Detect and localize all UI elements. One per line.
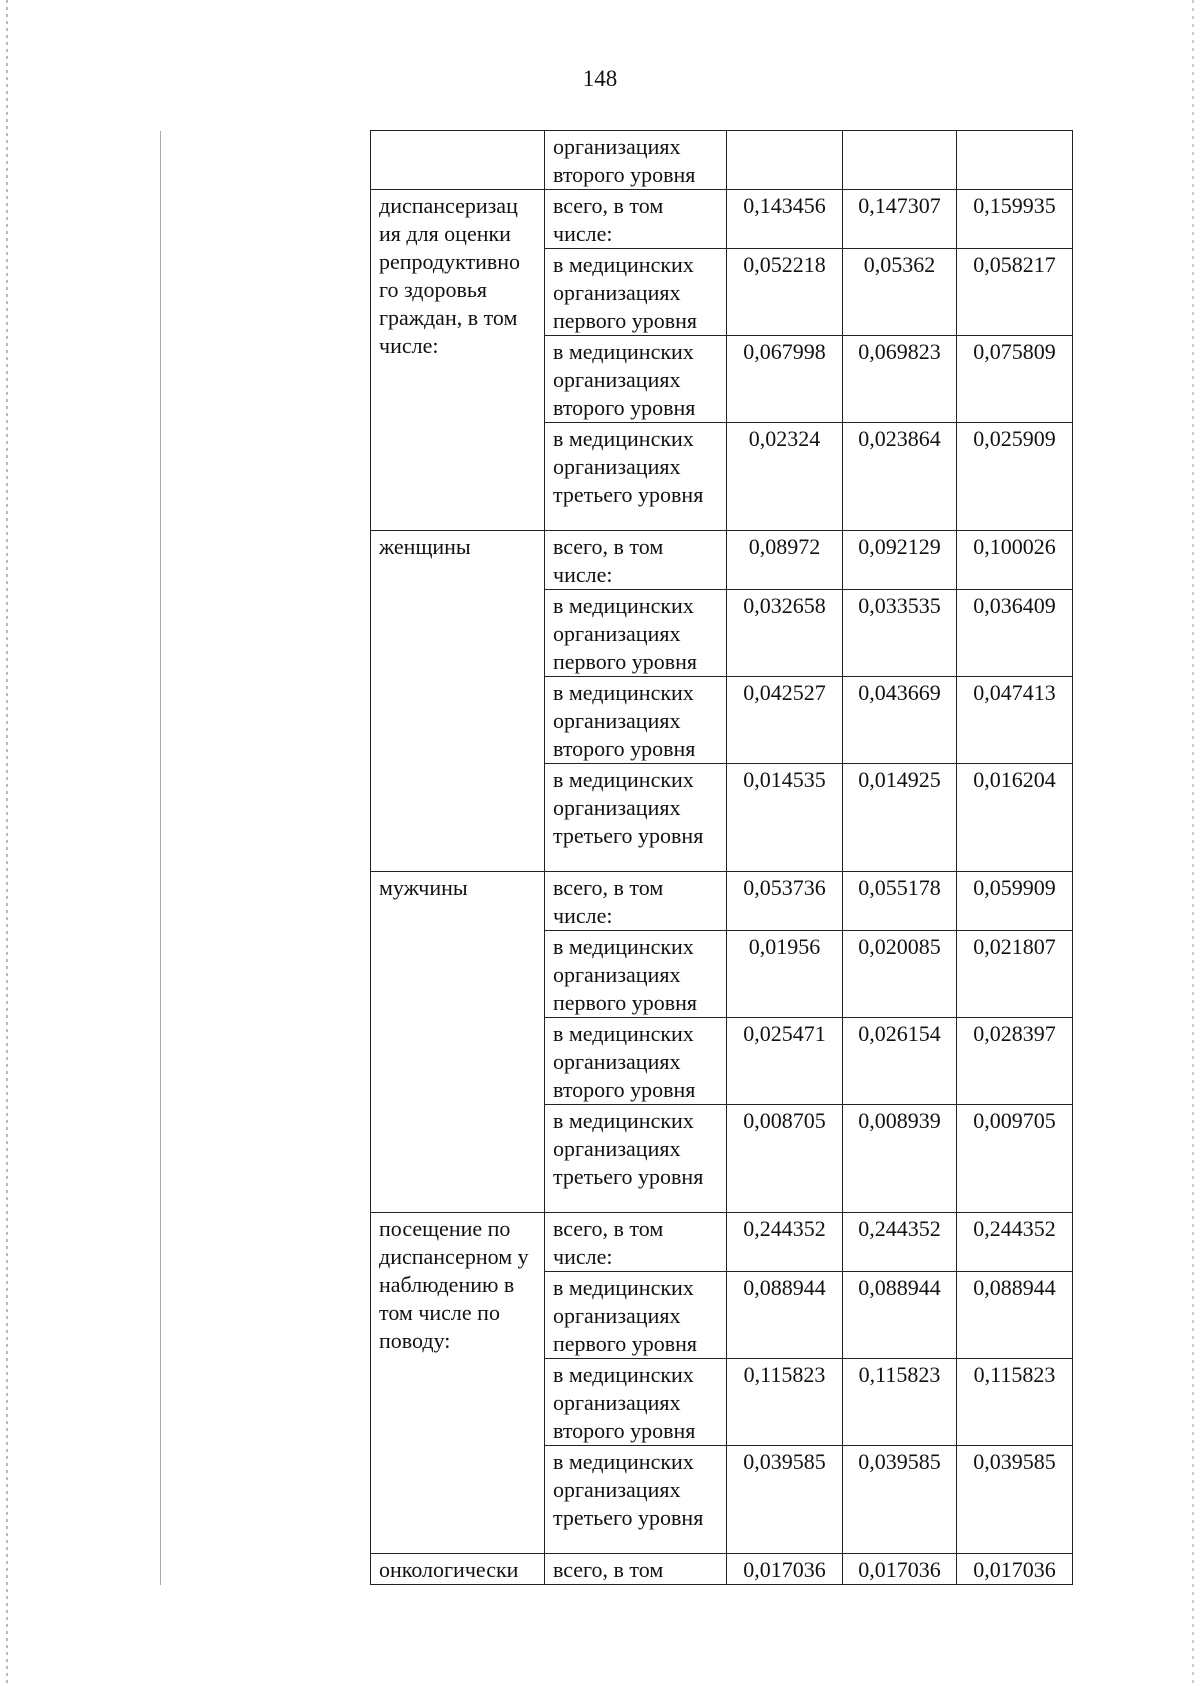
value-cell: 0,244352 (843, 1213, 957, 1272)
value-cell: 0,159935 (957, 190, 1073, 249)
value-cell: 0,039585 (957, 1446, 1073, 1554)
value-cell: 0,052218 (727, 249, 843, 336)
subcategory-cell: в медицинских организациях первого уровня (545, 249, 727, 336)
subcategory-cell: всего, в том числе: (545, 190, 727, 249)
value-cell: 0,033535 (843, 590, 957, 677)
value-cell (843, 131, 957, 190)
value-cell: 0,036409 (957, 590, 1073, 677)
value-cell: 0,08972 (727, 531, 843, 590)
value-cell: 0,115823 (957, 1359, 1073, 1446)
value-cell: 0,115823 (843, 1359, 957, 1446)
value-cell: 0,244352 (727, 1213, 843, 1272)
value-cell: 0,016204 (957, 764, 1073, 872)
subcategory-cell: в медицинских организациях третьего уровня (545, 764, 727, 872)
subcategory-cell: в медицинских организациях второго уровня (545, 1018, 727, 1105)
value-cell: 0,025471 (727, 1018, 843, 1105)
scan-edge-left (6, 0, 8, 1686)
value-cell: 0,032658 (727, 590, 843, 677)
value-cell: 0,088944 (957, 1272, 1073, 1359)
value-cell: 0,042527 (727, 677, 843, 764)
value-cell: 0,069823 (843, 336, 957, 423)
value-cell: 0,014535 (727, 764, 843, 872)
subcategory-cell: в медицинских организациях второго уровня (545, 336, 727, 423)
value-cell: 0,008705 (727, 1105, 843, 1213)
value-cell: 0,025909 (957, 423, 1073, 531)
table-row (161, 131, 1073, 190)
subcategory-cell: в медицинских организациях первого уровня (545, 1272, 727, 1359)
value-cell: 0,023864 (843, 423, 957, 531)
value-cell: 0,115823 (727, 1359, 843, 1446)
value-cell (957, 131, 1073, 190)
subcategory-cell: организациях второго уровня (545, 131, 727, 190)
subcategory-cell: всего, в том числе: (545, 872, 727, 931)
empty-first-column (161, 131, 371, 1585)
subcategory-cell: в медицинских организациях первого уровня (545, 590, 727, 677)
value-cell: 0,092129 (843, 531, 957, 590)
subcategory-cell: в медицинских организациях второго уровня (545, 1359, 727, 1446)
value-cell: 0,043669 (843, 677, 957, 764)
value-cell: 0,059909 (957, 872, 1073, 931)
subcategory-cell: в медицинских организациях третьего уровня (545, 1105, 727, 1213)
page-number: 148 (582, 66, 618, 91)
value-cell: 0,088944 (843, 1272, 957, 1359)
value-cell: 0,100026 (957, 531, 1073, 590)
value-cell: 0,053736 (727, 872, 843, 931)
value-cell: 0,021807 (957, 931, 1073, 1018)
subcategory-cell: всего, в том (545, 1554, 727, 1585)
value-cell: 0,014925 (843, 764, 957, 872)
value-cell: 0,147307 (843, 190, 957, 249)
category-cell: посещение по диспансерном у наблюдению в том числе по поводу: (371, 1213, 545, 1554)
value-cell: 0,02324 (727, 423, 843, 531)
value-cell: 0,017036 (727, 1554, 843, 1585)
subcategory-cell: в медицинских организациях первого уровня (545, 931, 727, 1018)
value-cell (727, 131, 843, 190)
value-cell: 0,088944 (727, 1272, 843, 1359)
value-cell: 0,01956 (727, 931, 843, 1018)
scan-edge-right (1192, 0, 1194, 1686)
value-cell: 0,008939 (843, 1105, 957, 1213)
value-cell: 0,009705 (957, 1105, 1073, 1213)
value-cell: 0,026154 (843, 1018, 957, 1105)
category-cell: мужчины (371, 872, 545, 1213)
category-cell: женщины (371, 531, 545, 872)
value-cell: 0,055178 (843, 872, 957, 931)
subcategory-cell: всего, в том числе: (545, 531, 727, 590)
value-cell: 0,067998 (727, 336, 843, 423)
value-cell: 0,143456 (727, 190, 843, 249)
subcategory-cell: всего, в том числе: (545, 1213, 727, 1272)
value-cell: 0,017036 (957, 1554, 1073, 1585)
value-cell: 0,05362 (843, 249, 957, 336)
subcategory-cell: в медицинских организациях третьего уровня (545, 1446, 727, 1554)
category-cell: диспансеризац ия для оценки репродуктивно го здоровья граждан, в том числе: (371, 190, 545, 531)
category-cell (371, 131, 545, 190)
value-cell: 0,058217 (957, 249, 1073, 336)
value-cell: 0,028397 (957, 1018, 1073, 1105)
subcategory-cell: в медицинских организациях второго уровня (545, 677, 727, 764)
value-cell: 0,039585 (843, 1446, 957, 1554)
value-cell: 0,244352 (957, 1213, 1073, 1272)
category-cell: онкологически (371, 1554, 545, 1585)
value-cell: 0,039585 (727, 1446, 843, 1554)
value-cell: 0,017036 (843, 1554, 957, 1585)
value-cell: 0,047413 (957, 677, 1073, 764)
value-cell: 0,020085 (843, 931, 957, 1018)
subcategory-cell: в медицинских организациях третьего уровня (545, 423, 727, 531)
indicators-table (160, 130, 1073, 1585)
value-cell: 0,075809 (957, 336, 1073, 423)
